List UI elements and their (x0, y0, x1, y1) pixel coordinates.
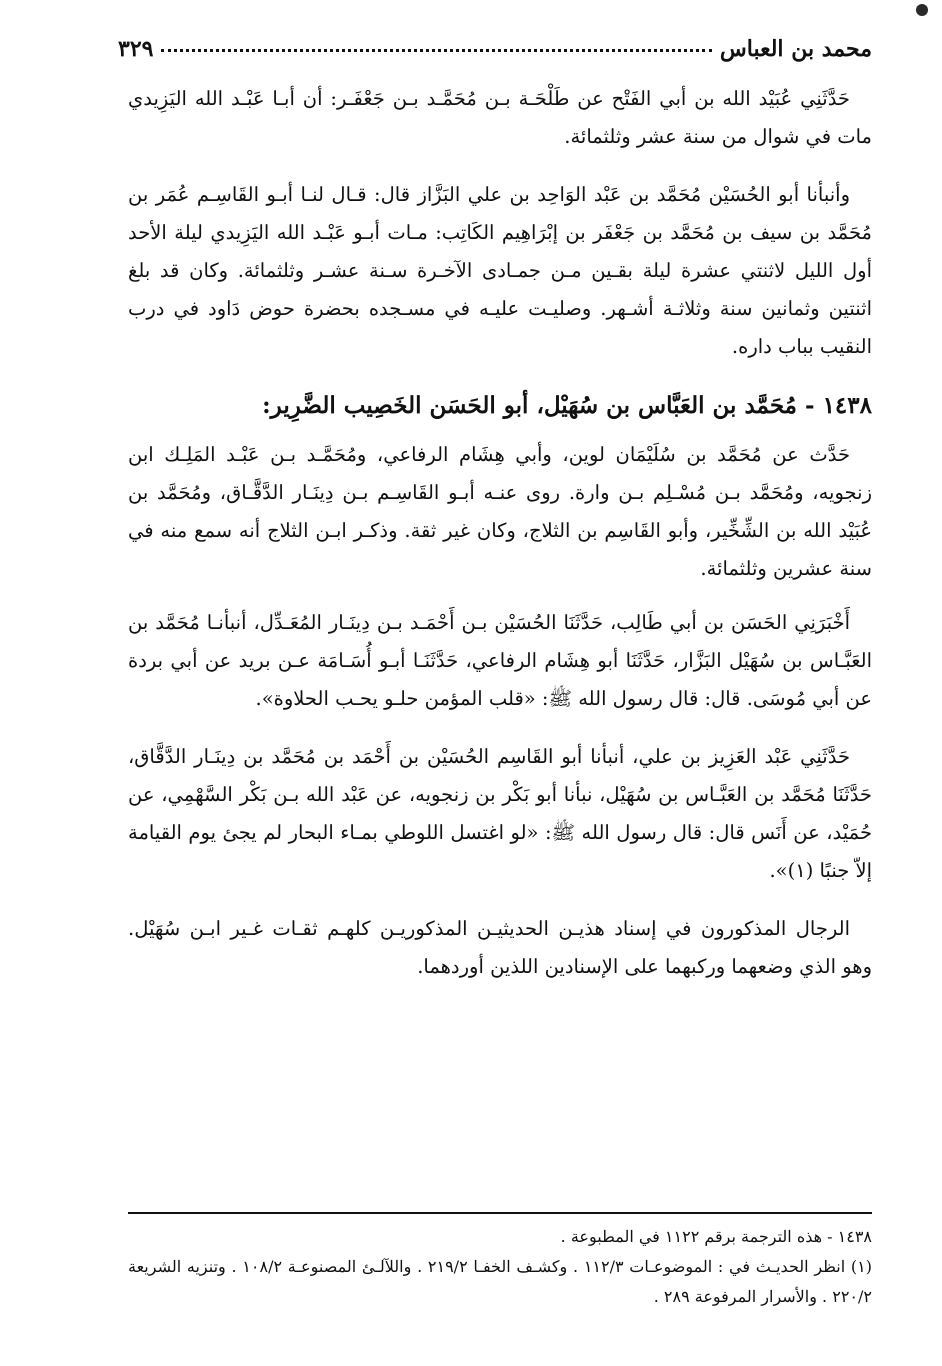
running-header (118, 36, 872, 76)
entry-number: ١٤٣٨ - (805, 392, 872, 419)
paragraph: حَدَّث عن مُحَمَّد بن سُلَيْمَان لوين، وأبي هِشَام الرفاعي، ومُحَمَّـد بـن عَبْـد المَلِـك ابن زنجويه، ومُحَمَّد بـن مُسْـلِم بـن وارة. روى عنـه أبـو القَاسِـم بـن دِينَـار الدَّقَّـاق، ومُحَمَّد بن عُبَيْد الله بن الشِّخِّير، وأبو القَاسِم بن الثلاج، وكان غير ثقة. وذكـر ابـن الثلاج أنه سمع منه في سنة عشرين وثلثمائة. (128, 443, 872, 580)
paragraph: الرجال المذكورون في إسناد هذيـن الحديثيـن المذكوريـن كلهـم ثقـات غـير ابـن سُهَيْل. وهو الذي وضعهما وركبهما على الإسنادين اللذين أوردهما. (128, 917, 872, 978)
paragraph: حَدَّثَنِي عَبْد العَزِيز بن علي، أنبأنا أبو القَاسِم الحُسَيْن بن أَحْمَد بن مُحَمَّد بن دِينَـار الدَّقَّاق، حَدَّثَنَا مُحَمَّد بن العَبَّـاس بن سُهَيْل، نبأنا أبو بَكْر بن زنجويه، عن عَبْد الله بـن بَكْر السَّهْمِي، عن حُمَيْد، عن أَنَس قال: قال رسول الله ﷺ: «لو اغتسل اللوطي بمـاء البحار لم يجئ يوم القيامة إلاّ جنبًا (١)». (128, 745, 872, 882)
main-text (128, 80, 872, 1006)
paragraph: أَخْبَرَنِي الحَسَن بن أبي طَالِب، حَدَّثَنَا الحُسَيْن بـن أَحْمَـد بـن دِينَـار المُعَـدِّل، أنبأنـا مُحَمَّد بن العَبَّـاس بن سُهَيْل البَزَّار، حَدَّثَنَا أبو هِشَام الرفاعي، حَدَّثَنَـا أبـو أُسَـامَة عـن بريد عن أبي بردة عن أبي مُوسَى. قال: قال رسول الله ﷺ: «قلب المؤمن حلـو يحـب الحلاوة». (128, 611, 872, 710)
paragraph: حَدَّثَنِي عُبَيْد الله بن أبي الفَتْح عن طَلْحَـة بـن مُحَمَّـد بـن جَعْفَـر: أن أبـا عَبْـد الله اليَزِيدي مات في شوال من سنة عشر وثلثمائة. (128, 87, 872, 148)
binder-hole-mark (916, 4, 928, 16)
paragraph: وأنبأنا أبو الحُسَيْن مُحَمَّد بن عَبْد الوَاحِد بن علي البَزَّاز قال: قـال لنـا أبـو القَاسِـم عُمَر بن مُحَمَّد بن سيف بن مُحَمَّد بن جَعْفَر بن إبْرَاهِيم الكَاتِب: مـات أبـو عَبْـد الله اليَزِيدي ليلة الأحد أول الليل لاثنتي عشرة ليلة بقـين مـن جمـادى الآخـرة سـنة عشـر وثلثمائة. وكان قد بلغ اثنتين وثمانين سنة وثلاثـة أشـهر. وصليـت عليـه في مسـجده بحضرة حوض دَاود في درب النقيب بباب داره. (128, 183, 872, 358)
page-number: ٣٢٩ (118, 36, 154, 62)
footnotes (128, 1212, 872, 1312)
running-title: محمد بن العباس (719, 36, 872, 62)
leader-dots (161, 49, 711, 52)
entry-title: مُحَمَّد بن العَبَّاس بن سُهَيْل، أبو الحَسَن الخَصِيب الضَّرِير: (262, 392, 798, 419)
entry-heading (128, 386, 872, 426)
footnote: ١٤٣٨ - هذه الترجمة برقم ١١٢٢ في المطبوعة . (560, 1227, 872, 1246)
footnote: (١) انظر الحديـث في : الموضوعـات ١١٢/٣ . وكشـف الخفـا ٢١٩/٢ . واللآلـئ المصنوعـة ١٠٨/٢ . وتنزيه الشريعة ٢٢٠/٢ . والأسرار المرفوعة ٢٨٩ . (128, 1257, 872, 1306)
